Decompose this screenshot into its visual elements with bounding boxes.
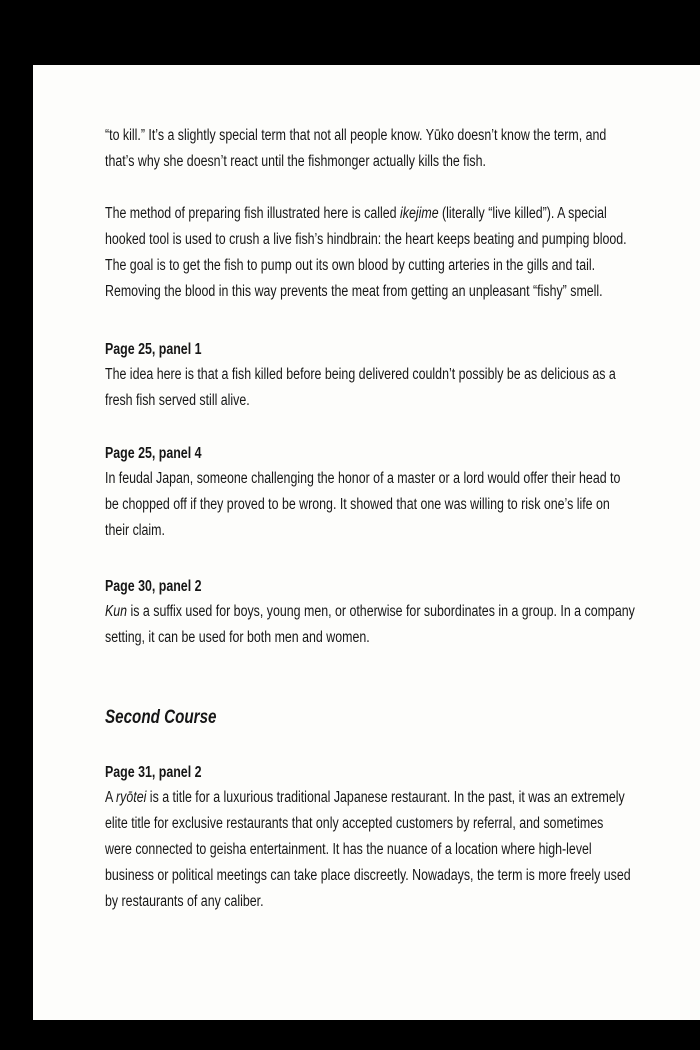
text-line: fresh fish served still alive. (105, 392, 250, 409)
paragraph-to-kill (105, 123, 607, 175)
text-line (105, 599, 635, 625)
text-line: The goal is to get the fish to pump out its own blood by cutting arteries in the gills and tail. (105, 257, 596, 274)
text-line: by restaurants of any caliber. (105, 893, 264, 910)
italic-term: ryōtei (116, 789, 147, 806)
text-line (105, 785, 625, 811)
text-line: business or political meetings can take place discreetly. Nowadays, the term is more freely used (105, 867, 631, 884)
text-line: setting, it can be used for both men and women. (105, 629, 370, 646)
text-line: Removing the blood in this way prevents the meat from getting an unpleasant “fishy” smell. (105, 283, 603, 300)
note-heading: Page 25, panel 1 (105, 341, 202, 358)
note-heading: Page 30, panel 2 (105, 578, 202, 595)
note-heading: Page 25, panel 4 (105, 445, 202, 462)
note-page-30-panel-2 (105, 575, 635, 651)
text-span: is a title for a luxurious traditional Japanese restaurant. In the past, it was an extremely (146, 789, 625, 806)
section-title-block (105, 704, 601, 732)
note-heading: Page 31, panel 2 (105, 764, 202, 781)
text-line: be chopped off if they proved to be wrong. It showed that one was willing to risk one’s life on (105, 496, 610, 513)
text-span: (literally “live killed”). A special (438, 205, 607, 222)
note-page-31-panel-2 (105, 761, 631, 915)
italic-term: ikejime (400, 205, 439, 222)
section-title: Second Course (105, 707, 217, 728)
italic-term: Kun (105, 603, 128, 620)
text-span: A (105, 789, 117, 806)
text-line (105, 201, 607, 227)
note-page-25-panel-4 (105, 442, 621, 544)
text-line: hooked tool is used to crush a live fish’s hindbrain: the heart keeps beating and pumping blood. (105, 231, 627, 248)
text-span: The method of preparing fish illustrated here is called (105, 205, 401, 222)
text-line: “to kill.” It’s a slightly special term that not all people know. Yūko doesn’t know the term, and (105, 127, 607, 144)
text-line: their claim. (105, 522, 165, 539)
text-line: elite title for exclusive restaurants that only accepted customers by referral, and sometimes (105, 815, 604, 832)
text-line: were connected to geisha entertainment. It has the nuance of a location where high-level (105, 841, 592, 858)
text-line: In feudal Japan, someone challenging the honor of a master or a lord would offer their head to (105, 470, 621, 487)
paragraph-ikejime (105, 201, 627, 305)
text-line: that’s why she doesn’t react until the fishmonger actually kills the fish. (105, 153, 486, 170)
text-span: is a suffix used for boys, young men, or otherwise for subordinates in a group. In a company (127, 603, 635, 620)
note-page-25-panel-1 (105, 338, 616, 414)
text-line: The idea here is that a fish killed before being delivered couldn’t possibly be as delicious as a (105, 366, 616, 383)
